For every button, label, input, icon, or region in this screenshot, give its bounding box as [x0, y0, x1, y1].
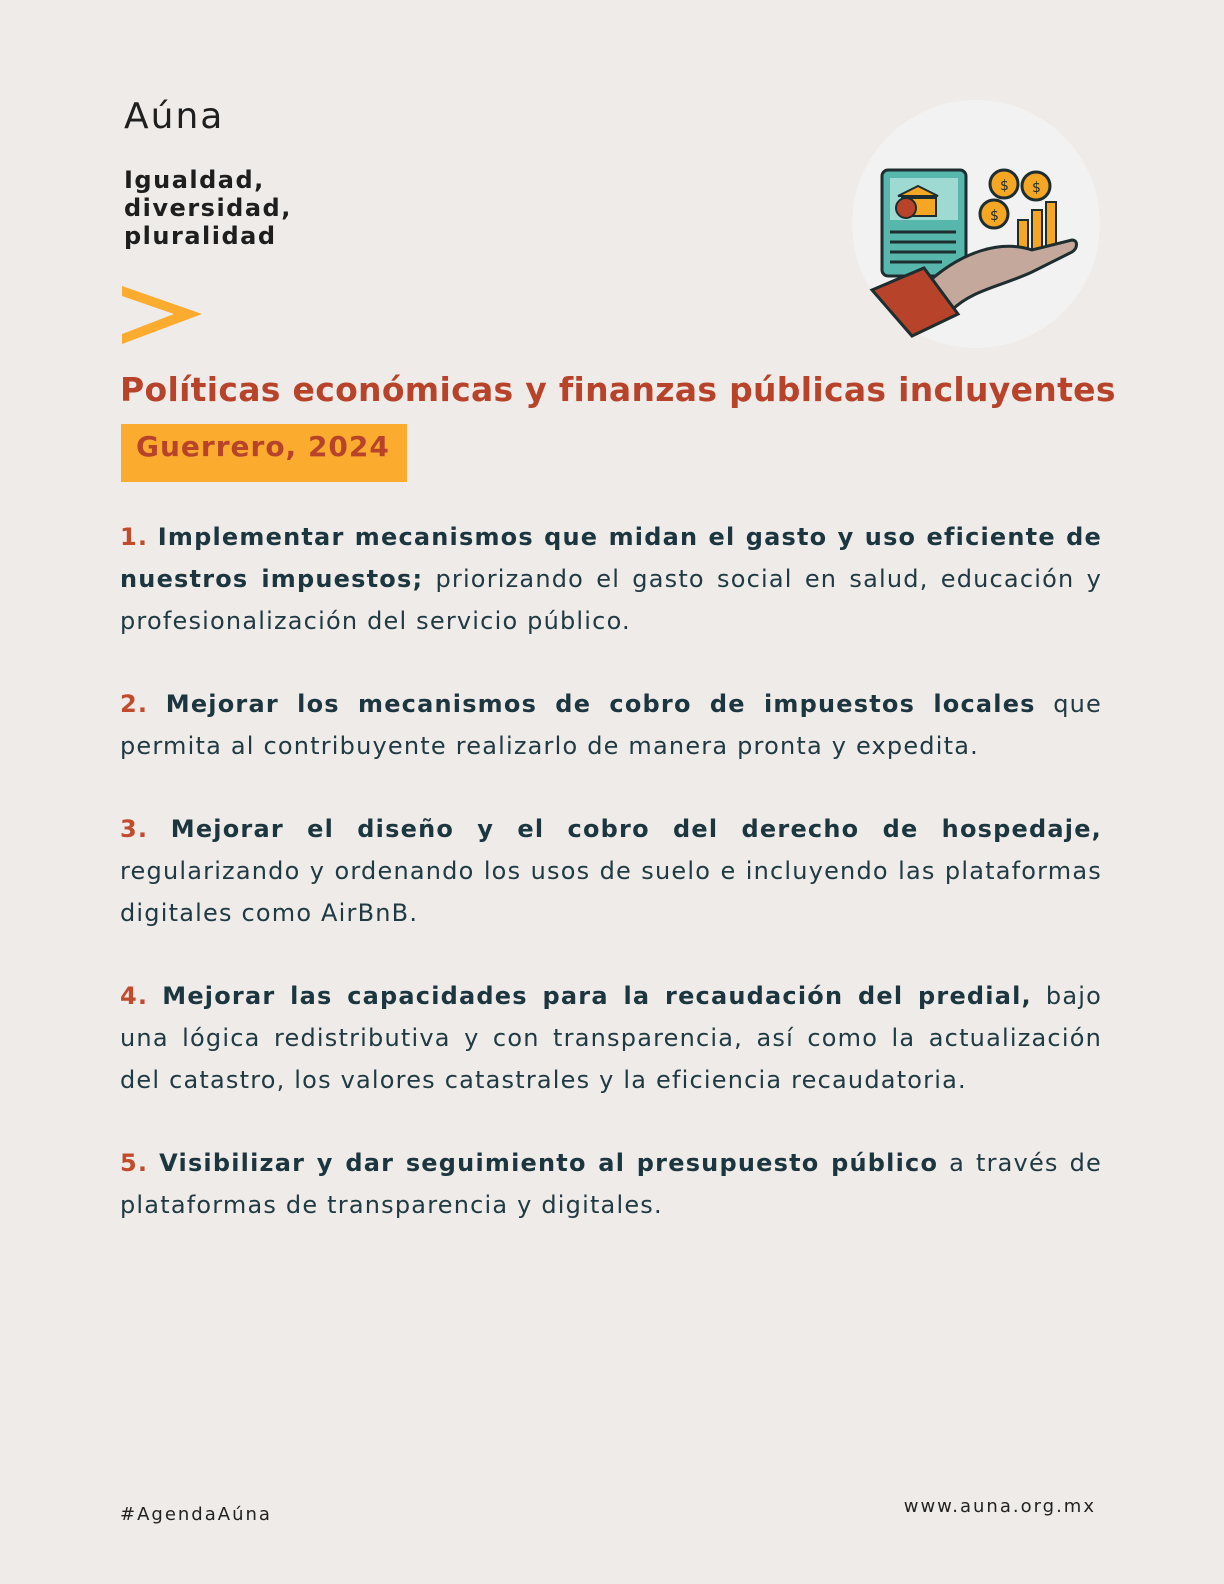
item-heading: Mejorar los mecanismos de cobro de impuestos locales	[165, 690, 1036, 718]
chevron-right-icon	[122, 286, 204, 346]
item-heading: Mejorar las capacidades para la recaudación del predial,	[162, 982, 1032, 1010]
svg-text:$: $	[1032, 180, 1041, 196]
svg-text:$: $	[1000, 178, 1009, 194]
list-item	[120, 1142, 1102, 1226]
item-text: regularizando y ordenando los usos de suelo e incluyendo las plataformas digitales como AirBnB.	[120, 857, 1102, 927]
tagline	[124, 166, 384, 250]
brand-logo: Aúna	[124, 96, 225, 137]
item-number: 2.	[120, 690, 149, 718]
hand-money-document-icon	[852, 100, 1100, 348]
svg-text:$: $	[990, 208, 999, 224]
page-subtitle: Guerrero, 2024	[136, 430, 390, 463]
item-text: bajo una lógica redistributiva y con transparencia, así como la actualización del catastro, los valores catastrales y la eficiencia recaudatoria.	[120, 982, 1103, 1094]
item-number: 3.	[120, 815, 149, 843]
list-item	[120, 975, 1102, 1101]
item-number: 5.	[120, 1149, 149, 1177]
list-item	[120, 516, 1102, 642]
list-item	[120, 683, 1102, 767]
list-item	[120, 808, 1102, 934]
tagline-line: Igualdad,	[124, 166, 265, 194]
item-heading: Implementar mecanismos que midan el gasto y uso eficiente de nuestros impuestos;	[120, 523, 1102, 593]
item-text: que permita al contribuyente realizarlo de manera pronta y expedita.	[120, 690, 1103, 760]
item-number: 1.	[120, 523, 149, 551]
item-heading: Mejorar el diseño y el cobro del derecho de hospedaje,	[170, 815, 1102, 843]
footer-hashtag: #AgendaAúna	[120, 1504, 272, 1525]
page-title: Políticas económicas y finanzas públicas incluyentes	[120, 370, 1116, 409]
item-text: a través de plataformas de transparencia y digitales.	[120, 1149, 1102, 1219]
footer-website-link[interactable]: www.auna.org.mx	[903, 1496, 1096, 1517]
tagline-line: diversidad,	[124, 194, 292, 222]
tagline-line: pluralidad	[124, 222, 277, 250]
item-text: priorizando el gasto social en salud, educación y profesionalización del servicio público.	[120, 565, 1102, 635]
policy-list	[120, 516, 1102, 1267]
item-heading: Visibilizar y dar seguimiento al presupuesto público	[159, 1149, 939, 1177]
item-number: 4.	[120, 982, 149, 1010]
